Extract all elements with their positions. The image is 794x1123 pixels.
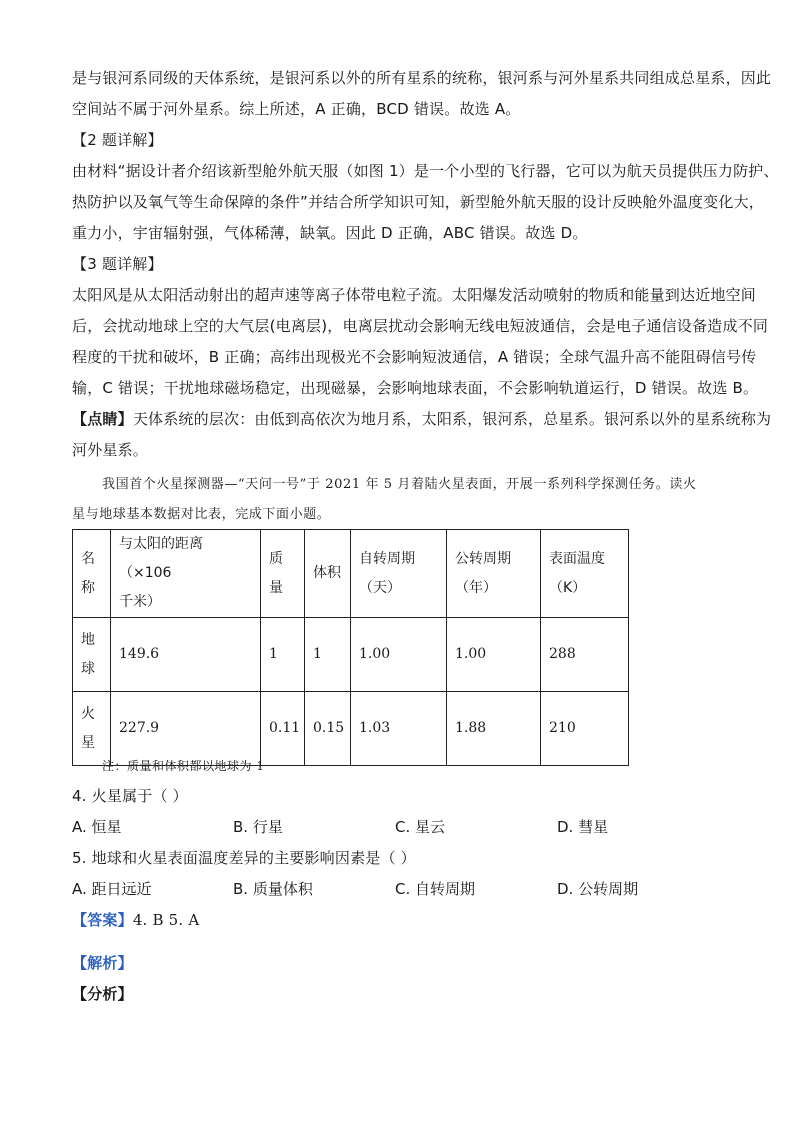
header-revolution: 公转周期 （年）	[447, 530, 541, 618]
header-distance: 与太阳的距离（×106 千米）	[111, 530, 261, 618]
answer-line	[72, 910, 199, 930]
dianjing-line-2: 河外星系。	[72, 441, 149, 459]
header-mass: 质量	[261, 530, 305, 618]
q2-line-3: 重力小，宇宙辐射强，气体稀薄，缺氧。因此 D 正确，ABC 错误。故选 D。	[72, 224, 588, 242]
dianjing-text: 天体系统的层次：由低到高依次为地月系，太阳系，银河系，总星系。银河系以外的星系统称为	[132, 410, 772, 428]
cell-revolution: 1.00	[447, 618, 541, 692]
cell-name: 地 球	[73, 618, 111, 692]
q4-option-d: D. 彗星	[557, 818, 609, 836]
header-rotation: 自转周期 （天）	[351, 530, 447, 618]
cell-name: 火 星	[73, 692, 111, 766]
cell-volume: 1	[305, 618, 351, 692]
table-row	[73, 692, 629, 766]
q4-option-c: C. 星云	[395, 818, 446, 836]
cell-volume: 0.15	[305, 692, 351, 766]
q3-line-1: 太阳风是从太阳活动射出的超声速等离子体带电粒子流。太阳爆发活动喷射的物质和能量到达近地空间	[72, 286, 757, 304]
cell-rotation: 1.00	[351, 618, 447, 692]
table-header-row	[73, 530, 629, 618]
cell-distance: 149.6	[111, 618, 261, 692]
q5-option-a: A. 距日远近	[72, 880, 152, 898]
answer-text: 4. B 5. A	[132, 911, 200, 929]
q3-line-4: 输，C 错误；干扰地球磁场稳定，出现磁暴，会影响地球表面，不会影响轨道运行，D 错误。故选 B。	[72, 379, 759, 397]
q3-line-2: 后，会扰动地球上空的大气层(电离层)，电离层扰动会影响无线电短波通信，会是电子通信设备造成不同	[72, 317, 769, 335]
explanation-line-2: 空间站不属于河外星系。综上所述，A 正确，BCD 错误。故选 A。	[72, 100, 521, 118]
table-note: 注：质量和体积都以地球为 1	[102, 759, 265, 773]
q2-line-2: 热防护以及氧气等生命保障的条件”并结合所学知识可知，新型舱外航天服的设计反映舱外温度变化大，	[72, 193, 764, 211]
dianjing-label: 【点睛】	[72, 410, 133, 428]
fenxi-heading: 【分析】	[72, 985, 133, 1003]
q3-heading: 【3 题详解】	[72, 255, 163, 273]
header-temperature: 表面温度 （K）	[541, 530, 629, 618]
cell-temperature: 288	[541, 618, 629, 692]
answer-label: 【答案】	[72, 911, 133, 929]
q4-option-b: B. 行星	[233, 818, 283, 836]
cell-temperature: 210	[541, 692, 629, 766]
intro-line-1: 我国首个火星探测器—“天问一号”于 2021 年 5 月着陆火星表面，开展一系列科学探测任务。读火	[102, 477, 697, 492]
cell-rotation: 1.03	[351, 692, 447, 766]
planet-data-table	[72, 529, 629, 766]
q5-stem: 5. 地球和火星表面温度差异的主要影响因素是（ ）	[72, 849, 416, 867]
q3-line-3: 程度的干扰和破坏，B 正确；高纬出现极光不会影响短波通信，A 错误；全球气温升高不能阻碍信号传	[72, 348, 757, 366]
analysis-heading: 【解析】	[72, 954, 133, 972]
q4-option-a: A. 恒星	[72, 818, 122, 836]
explanation-line-1: 是与银河系同级的天体系统，是银河系以外的所有星系的统称，银河系与河外星系共同组成总星系，因此	[72, 69, 772, 87]
table-row	[73, 618, 629, 692]
dianjing-line-1	[72, 409, 771, 429]
q2-line-1: 由材料“据设计者介绍该新型舱外航天服（如图 1）是一个小型的飞行器，它可以为航天员提供压力防护、	[72, 162, 779, 180]
q2-heading: 【2 题详解】	[72, 131, 163, 149]
q5-option-c: C. 自转周期	[395, 880, 476, 898]
q5-option-b: B. 质量体积	[233, 880, 313, 898]
cell-distance: 227.9	[111, 692, 261, 766]
header-volume: 体积	[305, 530, 351, 618]
cell-mass: 1	[261, 618, 305, 692]
q5-option-d: D. 公转周期	[557, 880, 639, 898]
intro-line-2: 星与地球基本数据对比表，完成下面小题。	[72, 507, 331, 522]
cell-revolution: 1.88	[447, 692, 541, 766]
header-name: 名 称	[73, 530, 111, 618]
q4-stem: 4. 火星属于（ ）	[72, 787, 188, 805]
cell-mass: 0.11	[261, 692, 305, 766]
